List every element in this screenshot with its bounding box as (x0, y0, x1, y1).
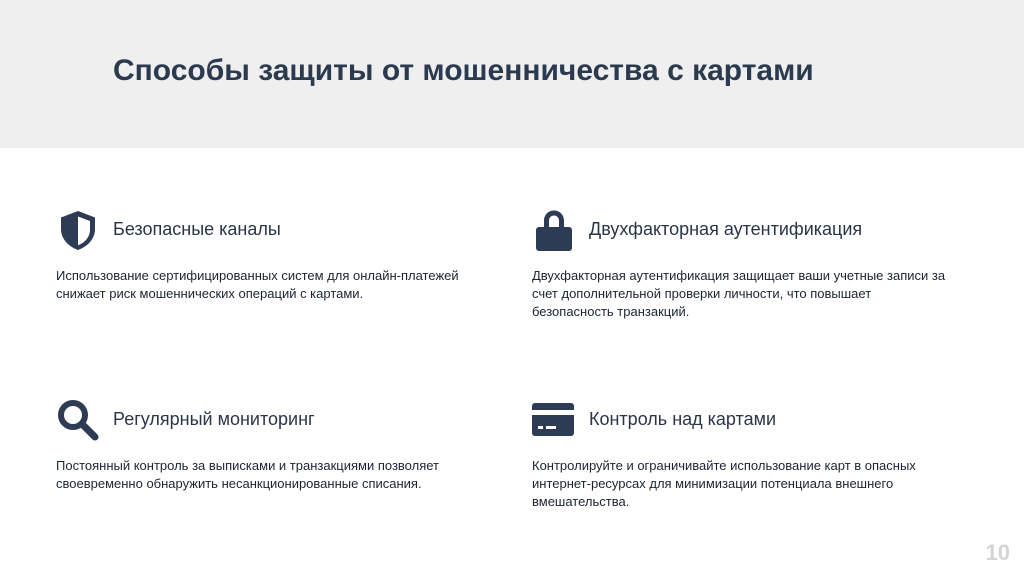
credit-card-icon (532, 398, 576, 442)
search-icon (56, 398, 100, 442)
shield-icon (56, 208, 100, 252)
card-text: Использование сертифицированных систем для онлайн-платежей снижает риск мошеннических операций с картами. (56, 268, 459, 301)
card-text: Контролируйте и ограничивайте использование карт в опасных интернет-ресурсах для минимизации потенциала внешнего вмешательства. (532, 458, 916, 509)
card-title: Контроль над картами (589, 409, 777, 429)
card-text: Двухфакторная аутентификация защищает ваши учетные записи за счет дополнительной проверки личности, что повышает безопасность транзакций. (532, 268, 946, 319)
page-number: 10 (985, 540, 1010, 565)
card-title: Регулярный мониторинг (113, 409, 315, 429)
card-title: Двухфакторная аутентификация (589, 219, 863, 239)
lock-icon (532, 208, 576, 252)
slide-title: Способы защиты от мошенничества с картами (113, 54, 814, 87)
card-title: Безопасные каналы (113, 219, 281, 239)
slide-header (0, 0, 1024, 148)
card-text: Постоянный контроль за выписками и транзакциями позволяет своевременно обнаружить несанкционированные списания. (56, 458, 440, 491)
